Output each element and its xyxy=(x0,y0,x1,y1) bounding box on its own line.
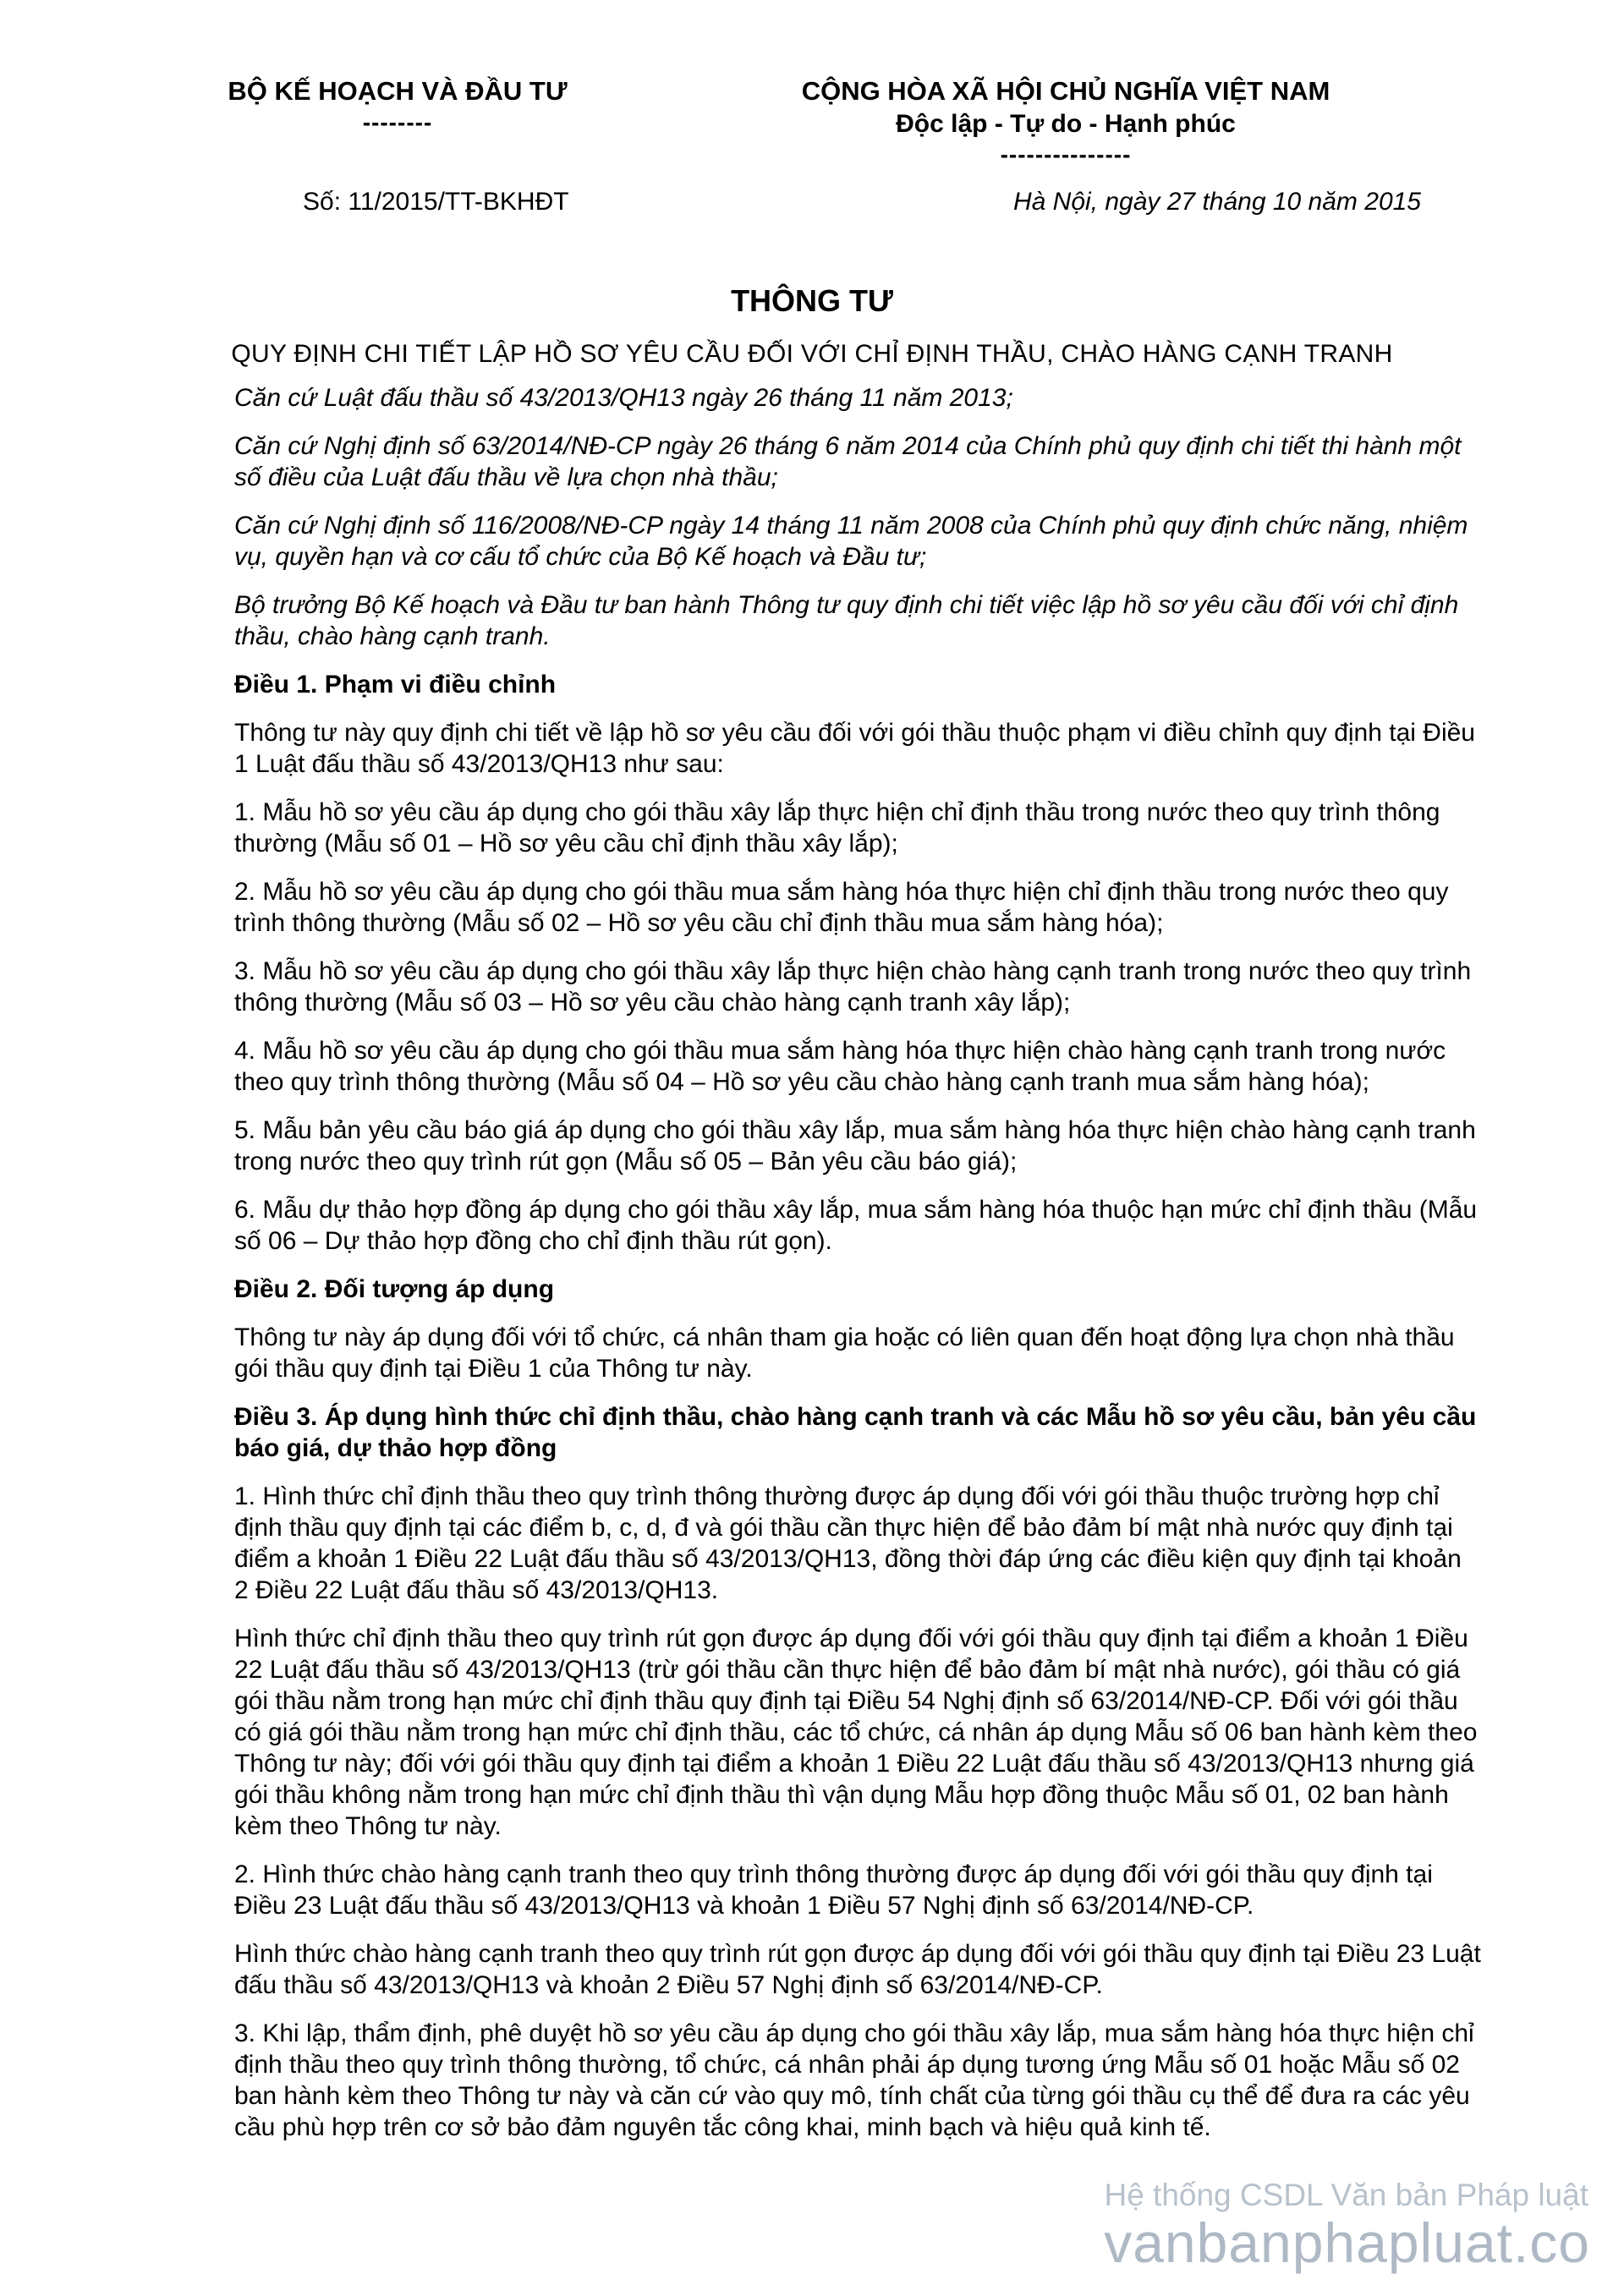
preamble-paragraph: Căn cứ Luật đấu thầu số 43/2013/QH13 ngày 26 tháng 11 năm 2013; xyxy=(234,384,1013,412)
article-1-heading: Điều 1. Phạm vi điều chỉnh xyxy=(234,671,557,699)
article-3-paragraph: 1. Hình thức chỉ định thầu theo quy trình thông thường được áp dụng đối với gói thầu thuộc trường hợp chỉ định thầu quy định tại các điểm b, c, d, đ và gói thầu cần thực hiện để bảo đảm bí mật nhà nước quy định tại điểm a khoản 1 Điều 22 Luật đấu thầu số 43/2013/QH13, đồng thời đáp ứng các điều kiện quy định tại khoản 2 Điều 22 Luật đấu thầu số 43/2013/QH13. xyxy=(234,1482,1462,1604)
article-1-paragraph: 6. Mẫu dự thảo hợp đồng áp dụng cho gói thầu xây lắp, mua sắm hàng hóa thuộc hạn mức chỉ định thầu (Mẫu số 06 – Dự thảo hợp đồng cho chỉ định thầu rút gọn). xyxy=(234,1196,1478,1255)
article-3-paragraph: Hình thức chào hàng cạnh tranh theo quy trình rút gọn được áp dụng đối với gói thầu quy định tại Điều 23 Luật đấu thầu số 43/2013/QH13 và khoản 2 Điều 57 Nghị định số 63/2014/NĐ-CP. xyxy=(234,1940,1481,1999)
agency-name: BỘ KẾ HOẠCH VÀ ĐẦU TƯ xyxy=(228,76,568,106)
watermark-site: vanbanphapluat.co xyxy=(1104,2211,1590,2274)
article-2-paragraph: Thông tư này áp dụng đối với tổ chức, cá nhân tham gia hoặc có liên quan đến hoạt động lựa chọn nhà thầu gói thầu quy định tại Điều 1 của Thông tư này. xyxy=(234,1323,1455,1383)
article-3-paragraph: 2. Hình thức chào hàng cạnh tranh theo quy trình thông thường được áp dụng đối với gói thầu quy định tại Điều 23 Luật đấu thầu số 43/2013/QH13 và khoản 1 Điều 57 Nghị định số 63/2014/NĐ-CP. xyxy=(234,1860,1433,1920)
article-1-paragraph: 1. Mẫu hồ sơ yêu cầu áp dụng cho gói thầu xây lắp thực hiện chỉ định thầu trong nước theo quy trình thông thường (Mẫu số 01 – Hồ sơ yêu cầu chỉ định thầu xây lắp); xyxy=(234,798,1440,858)
article-1-paragraph: 4. Mẫu hồ sơ yêu cầu áp dụng cho gói thầu mua sắm hàng hóa thực hiện chào hàng cạnh tranh trong nước theo quy trình thông thường (Mẫu số 04 – Hồ sơ yêu cầu chào hàng cạnh tranh mua sắm hàng hóa); xyxy=(234,1037,1446,1096)
motto: Độc lập - Tự do - Hạnh phúc xyxy=(896,110,1236,138)
agency-divider: -------- xyxy=(362,109,433,135)
nation-name: CỘNG HÒA XÃ HỘI CHỦ NGHĨA VIỆT NAM xyxy=(801,76,1330,106)
article-1-paragraph: 2. Mẫu hồ sơ yêu cầu áp dụng cho gói thầu mua sắm hàng hóa thực hiện chỉ định thầu trong nước theo quy trình thông thường (Mẫu số 02 – Hồ sơ yêu cầu chỉ định thầu mua sắm hàng hóa); xyxy=(234,878,1449,937)
article-2-heading: Điều 2. Đối tượng áp dụng xyxy=(234,1275,555,1303)
article-3-heading: Điều 3. Áp dụng hình thức chỉ định thầu, chào hàng cạnh tranh và các Mẫu hồ sơ yêu cầu, bản yêu cầu báo giá, dự thảo hợp đồng xyxy=(234,1403,1477,1462)
article-3-paragraph: 3. Khi lập, thẩm định, phê duyệt hồ sơ yêu cầu áp dụng cho gói thầu xây lắp, mua sắm hàng hóa thực hiện chỉ định thầu theo quy trình thông thường, tổ chức, cá nhân phải áp dụng tương ứng Mẫu số 01 hoặc Mẫu số 02 ban hành kèm theo Thông tư này và căn cứ vào quy mô, tính chất của từng gói thầu cụ thể để đưa ra các yêu cầu phù hợp trên cơ sở bảo đảm nguyên tắc công khai, minh bạch và hiệu quả kinh tế. xyxy=(234,2019,1474,2141)
document-subtitle: QUY ĐỊNH CHI TIẾT LẬP HỒ SƠ YÊU CẦU ĐỐI VỚI CHỈ ĐỊNH THẦU, CHÀO HÀNG CẠNH TRANH xyxy=(231,340,1393,368)
document-title: THÔNG TƯ xyxy=(731,283,893,318)
article-1-paragraph: 5. Mẫu bản yêu cầu báo giá áp dụng cho gói thầu xây lắp, mua sắm hàng hóa thực hiện chào hàng cạnh tranh trong nước theo quy trình rút gọn (Mẫu số 05 – Bản yêu cầu báo giá); xyxy=(234,1116,1476,1175)
article-1-paragraph: Thông tư này quy định chi tiết về lập hồ sơ yêu cầu đối với gói thầu thuộc phạm vi điều chỉnh quy định tại Điều 1 Luật đấu thầu số 43/2013/QH13 như sau: xyxy=(234,719,1475,778)
watermark-caption: Hệ thống CSDL Văn bản Pháp luật xyxy=(1104,2178,1588,2212)
agency-block xyxy=(178,74,617,137)
preamble-paragraph: Căn cứ Nghị định số 116/2008/NĐ-CP ngày 14 tháng 11 năm 2008 của Chính phủ quy định chức năng, nhiệm vụ, quyền hạn và cơ cấu tổ chức của Bộ Kế hoạch và Đầu tư; xyxy=(234,512,1468,571)
motto-divider: --------------- xyxy=(1000,141,1132,167)
preamble-paragraph: Bộ trưởng Bộ Kế hoạch và Đầu tư ban hành Thông tư quy định chi tiết việc lập hồ sơ yêu cầu đối với chỉ định thầu, chào hàng cạnh tranh. xyxy=(234,591,1459,650)
document-body xyxy=(234,382,1482,2160)
place-date: Hà Nội, ngày 27 tháng 10 năm 2015 xyxy=(1012,188,1421,216)
document-number: Số: 11/2015/TT-BKHĐT xyxy=(303,188,569,216)
nation-block xyxy=(744,74,1387,169)
article-1-paragraph: 3. Mẫu hồ sơ yêu cầu áp dụng cho gói thầu xây lắp thực hiện chào hàng cạnh tranh trong nước theo quy trình thông thường (Mẫu số 03 – Hồ sơ yêu cầu chào hàng cạnh tranh xây lắp); xyxy=(234,957,1472,1016)
preamble-paragraph: Căn cứ Nghị định số 63/2014/NĐ-CP ngày 26 tháng 6 năm 2014 của Chính phủ quy định chi tiết thi hành một số điều của Luật đấu thầu về lựa chọn nhà thầu; xyxy=(234,432,1462,491)
article-3-paragraph: Hình thức chỉ định thầu theo quy trình rút gọn được áp dụng đối với gói thầu quy định tại điểm a khoản 1 Điều 22 Luật đấu thầu số 43/2013/QH13 (trừ gói thầu cần thực hiện để bảo đảm bí mật nhà nước), gói thầu có giá gói thầu nằm trong hạn mức chỉ định thầu quy định tại Điều 54 Nghị định số 63/2014/NĐ-CP. Đối với gói thầu có giá gói thầu nằm trong hạn mức chỉ định thầu, các tổ chức, cá nhân áp dụng Mẫu số 06 ban hành kèm theo Thông tư này; đối với gói thầu quy định tại điểm a khoản 1 Điều 22 Luật đấu thầu số 43/2013/QH13 nhưng giá gói thầu không nằm trong hạn mức chỉ định thầu thì vận dụng Mẫu hợp đồng thuộc Mẫu số 01, 02 ban hành kèm theo Thông tư này. xyxy=(234,1625,1478,1840)
